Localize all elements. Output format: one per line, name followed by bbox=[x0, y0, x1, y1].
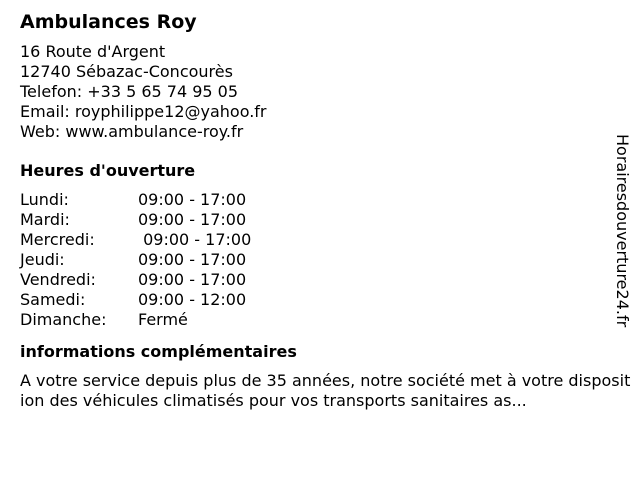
email-line: Email: royphilippe12@yahoo.fr bbox=[20, 102, 267, 121]
hours-day: Mercredi: bbox=[20, 230, 95, 249]
hours-table bbox=[20, 190, 620, 330]
hours-time: 09:00 - 17:00 bbox=[138, 230, 252, 249]
hours-time: 09:00 - 17:00 bbox=[138, 270, 247, 289]
hours-day: Mardi: bbox=[20, 210, 70, 229]
web-line: Web: www.ambulance-roy.fr bbox=[20, 122, 244, 141]
hours-day: Samedi: bbox=[20, 290, 86, 309]
info-description: A votre service depuis plus de 35 années, notre société met à votre disposition des véhicules climatisés pour vos transports sanitaires as... bbox=[20, 371, 631, 410]
phone-line: Telefon: +33 5 65 74 95 05 bbox=[20, 82, 239, 101]
hours-row-samedi bbox=[20, 290, 620, 310]
hours-day: Lundi: bbox=[20, 190, 69, 209]
hours-time: 09:00 - 17:00 bbox=[138, 250, 247, 269]
business-name: Ambulances Roy bbox=[20, 11, 197, 33]
hours-time: 09:00 - 12:00 bbox=[138, 290, 247, 309]
address-line-street: 16 Route d'Argent bbox=[20, 42, 166, 61]
hours-row-mardi bbox=[20, 210, 620, 230]
hours-time: 09:00 - 17:00 bbox=[138, 210, 247, 229]
hours-day: Vendredi: bbox=[20, 270, 96, 289]
hours-row-vendredi bbox=[20, 270, 620, 290]
address-block bbox=[20, 42, 620, 142]
hours-day: Jeudi: bbox=[20, 250, 65, 269]
hours-row-jeudi bbox=[20, 250, 620, 270]
hours-row-lundi bbox=[20, 190, 620, 210]
info-heading: informations complémentaires bbox=[20, 342, 297, 361]
hours-row-dimanche bbox=[20, 310, 620, 330]
address-line-city: 12740 Sébazac-Concourès bbox=[20, 62, 233, 81]
side-brand-label: Horairesdouverture24.fr bbox=[613, 134, 632, 328]
hours-time: Fermé bbox=[138, 310, 188, 329]
hours-heading: Heures d'ouverture bbox=[20, 161, 196, 180]
hours-day: Dimanche: bbox=[20, 310, 107, 329]
hours-time: 09:00 - 17:00 bbox=[138, 190, 247, 209]
hours-row-mercredi bbox=[20, 230, 620, 250]
